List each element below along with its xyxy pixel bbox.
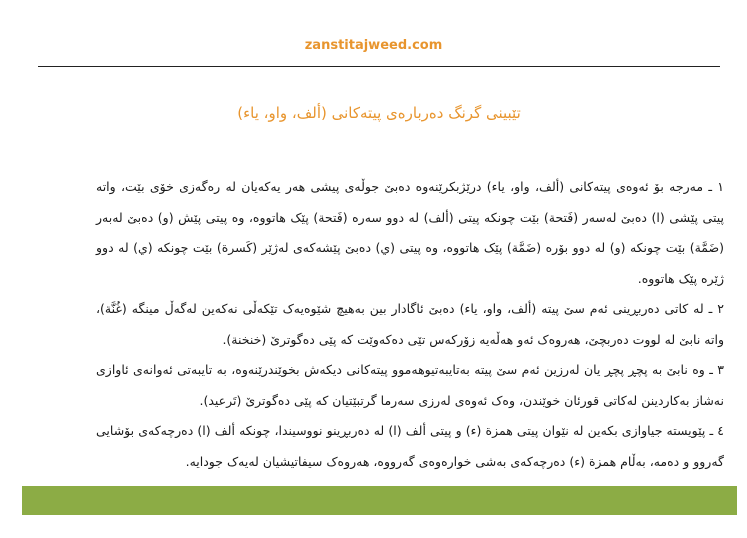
paragraph-2: ٢ ـ لە کاتی دەربڕینی ئەم سێ پیتە (ألف، واو، ياء) دەبێ ئاگادار بین بەهیچ شێوەیەک تێکەڵی نەکەین لەگەڵ مینگە (غُنَّة)، واتە نابێ لە لووت دەربچێ، هەروەک ئەو هەڵەیە زۆرکەس تێی دەکەوێت کە پێی دەگوترێ (خنخنة). bbox=[96, 301, 724, 347]
article-body bbox=[96, 172, 724, 477]
header-divider bbox=[38, 66, 720, 67]
site-name[interactable]: zanstitajweed.com bbox=[304, 38, 443, 53]
paragraph-3: ٣ ـ وە نابێ بە پچڕ پچڕ یان لەرزین ئەم سێ پیتە بەتایبەتیوهەموو پیتەکانی دیکەش بخوێندرێنەوە، بە تایبەتی ئەوانەی ئاوازی نەشاز بەکاردینن لەکاتی قورئان خوێندن، وەک ئەوەی لەرزی سەرما گرتبێتیان کە پێی دەگوترێ (تَرعيد). bbox=[96, 362, 724, 408]
paragraph-4: ٤ ـ پێویستە جیاوازی بکەین لە نێوان پیتی همزة (ء) و پیتی ألف (ا) لە دەربڕینو نووسیندا، چونکە ألف (ا) دەرچەکەی بۆشایی گەروو و دەمە، بەڵام همزة (ء) دەرچەکەی بەشی خوارەوەی گەرووە، هەروەک سیفاتیشیان لەیەک جودایە. bbox=[96, 423, 724, 469]
footer-band bbox=[22, 486, 737, 515]
paragraph-1: ١ ـ مەرجە بۆ ئەوەی پیتەکانی (ألف، واو، ياء) درێژبکرێنەوە دەبێ جوڵەی پیشی هەر یەکەیان لە رەگەزی خۆی بێت، واتە پیتی پێشی (ا) دەبێ لەسەر (فَتحة) بێت چونکە پیتی (ألف) لە دوو سەرە (فَتحة) پێک هاتووە، وە پیتی پێش (و) دەبێ لەبەر (ضَمَّة) بێت چونکە (و) لە دوو بۆرە (ضَمَّة) پێک هاتووە، وە پیتی (ي) دەبێ پێشەکەی لەژێر (كَسرة) بێت چونکە (ي) لە دوو ژێرە پێک هاتووە. bbox=[96, 179, 724, 286]
article-title: تێبینی گرنگ دەربارەی پیتەکانی (ألف، واو، ياء) bbox=[237, 104, 521, 122]
